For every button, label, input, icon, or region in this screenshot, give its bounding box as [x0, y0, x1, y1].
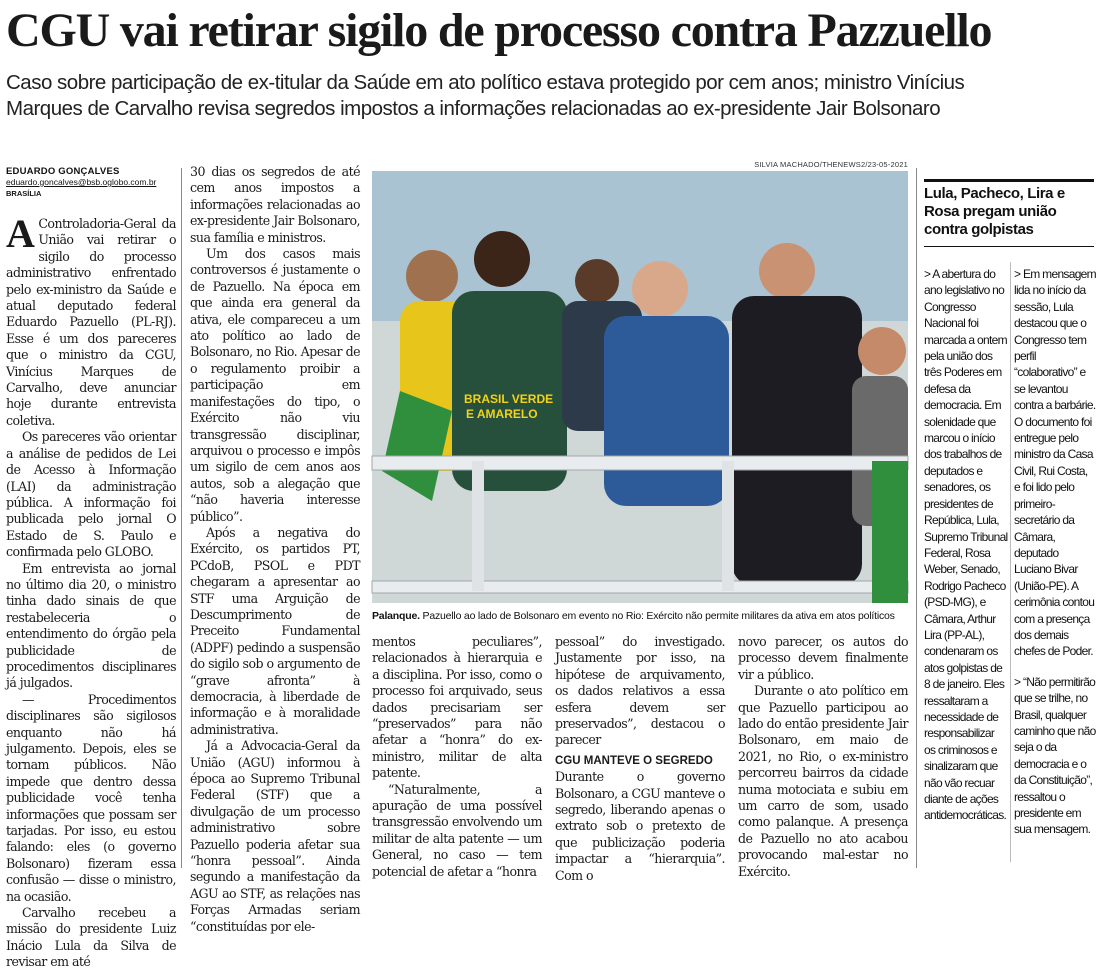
deck-line-1: Caso sobre participação de ex-titular da Saúde em ato político estava protegido por cem anos; ministro Vinícius [6, 71, 965, 94]
article-paragraph: Durante o ato político em que Pazuello participou ao lado do então presidente Jair Bolsonaro, em maio de 2021, no Rio, o ex-ministro percorreu bairros da cidade numa motociata e subiu em um carro de som, usado como palanque. A presença de Pazuello no ato acabou provocando mal-estar no Exército. [738, 683, 908, 879]
sidebar-column-b [1014, 266, 1096, 872]
article-paragraph: “Naturalmente, a apuração de uma possível transgressão envolvendo um militar de alta patente — um General, no caso — tem potencial de afetar a “honra [372, 781, 542, 879]
article-paragraph: Em entrevista ao jornal no último dia 20, o ministro tinha dado sinais de que restabeleceria o entendimento do órgão pela publicidade de procedimentos disciplinares já julgados. [6, 560, 176, 691]
deck-line-2: Marques de Carvalho revisa segredos impostos a informações relacionadas ao ex-presidente Jair Bolsonaro [6, 97, 941, 120]
caption-text: Pazuello ao lado de Bolsonaro em evento no Rio: Exército não permite militares da ativa em atos políticos [419, 610, 895, 622]
article-column-1 [6, 211, 176, 970]
article-column-3 [372, 634, 542, 879]
headline: CGU vai retirar sigilo de processo contra Pazzuello [6, 4, 992, 57]
article-paragraph: novo parecer, os autos do processo devem finalmente vir a público. [738, 634, 908, 682]
byline-name: EDUARDO GONÇALVES [6, 166, 120, 177]
byline-email[interactable]: eduardo.goncalves@bsb.oglobo.com.br [6, 177, 157, 187]
article-paragraph: pessoal” do investigado. Justamente por isso, na hipótese de arquivamento, os dados relativos a essa esfera devem ser preservados”, destacou o parecer [555, 634, 725, 748]
sidebar-paragraph: > “Não permitirão que se trilhe, no Brasil, qualquer caminho que não seja o da democracia e o da Constituição”, ressaltou o presidente em sua mensagem. [1014, 674, 1096, 837]
section-subhead: CGU MANTEVE O SEGREDO [555, 754, 713, 767]
sidebar-column-a [924, 266, 1008, 872]
shirt-text-2: E AMARELO [466, 407, 538, 421]
article-column-4 [555, 634, 725, 883]
drop-cap: A [6, 211, 35, 256]
article-paragraph: Os pareceres vão orientar a análise de pedidos de Lei de Acesso à Informação (LAI) da administração pública. A informação foi publicada pelo jornal O Estado de S. Paulo e confirmada pelo GLOBO. [6, 429, 176, 560]
sidebar-paragraph: > Em mensagem lida no início da sessão, Lula destacou que o Congresso tem perfil “colaborativo” e se levantou contra a barbárie. O documento foi entregue pelo ministro da Casa Civil, Rui Costa, e foi lido pelo primeiro-secretário da Câmara, deputado Luciano Bivar (União-PE). A cerimônia contou com a presença dos demais chefes de Poder. [1014, 267, 1096, 659]
sidebar-title: Lula, Pacheco, Lira e Rosa pregam união contra golpistas [924, 185, 1065, 238]
article-paragraph: mentos peculiares”, relacionados à hierarquia e a disciplina. Por isso, como o processo foi arquivado, seus dados precisariam ser “preservados” para não afetar a “honra” do ex-ministro, militar de alta patente. [372, 634, 542, 781]
column-divider [916, 168, 917, 868]
sidebar-paragraph: > A abertura do ano legislativo no Congresso Nacional foi marcada a ontem pela união dos três Poderes em defesa da democracia. Em solenidade que marcou o início dos trabalhos de deputados e senadores, os presidentes de República, Lula, Supremo Tribunal Federal, Rosa Weber, Senado, Rodrigo Pacheco (PSD-MG), e Câmara, Arthur Lira (PP-AL), condenaram os atos golpistas de 8 de janeiro. Eles ressaltaram a necessidade de responsabilizar os criminosos e sinalizaram que não vão recuar diante de ações antidemocráticas. [924, 267, 1008, 823]
deck [6, 70, 1096, 122]
sidebar-column-divider [1010, 262, 1011, 862]
article-paragraph: Carvalho recebeu a missão do presidente Luiz Inácio Lula da Silva de revisar em até [6, 905, 176, 970]
sidebar-divider [924, 246, 1094, 247]
photo-credit: SILVIA MACHADO/THENEWS2/23-05-2021 [754, 160, 908, 169]
article-paragraph: 30 dias os segredos de até cem anos impostos a informações relacionadas ao ex-presidente Jair Bolsonaro, sua família e ministros. [190, 164, 360, 245]
article-paragraph: Após a negativa do Exército, os partidos PT, PCdoB, PSOL e PDT chegaram a apresentar ao STF uma Arguição de Descumprimento de Preceito Fundamental (ADPF) pedindo a suspensão do sigilo sob o argumento de “grave afronta” à democracia, à liberdade de informação e à moralidade administrativa. [190, 524, 360, 737]
news-photo [372, 171, 908, 603]
photo-caption [372, 610, 908, 622]
article-paragraph: — Procedimentos disciplinares são sigilosos enquanto não há julgamento. Depois, eles se tornam públicos. Não impede que dentro dessa publicidade você tenha informações que possam ser tarjadas. Por isso, eu estou falando: eles (o governo Bolsonaro) fizeram essa confusão — disse o ministro, na ocasião. [6, 691, 176, 904]
article-paragraph: Um dos casos mais controversos é justamente o de Pazuello. Na época em que ainda era general da ativa, ele compareceu a um ato político ao lado de Bolsonaro, no Rio. Apesar de o regulamento proibir a participação em manifestações do tipo, o Exército não viu transgressão disciplinar, arquivou o processo e impôs um sigilo de cem anos aos autos, sob a alegação que “não haveria interesse público”. [190, 246, 360, 524]
article-paragraph: Já a Advocacia-Geral da União (AGU) informou à época ao Supremo Tribunal Federal (STF) que a divulgação de um processo administrativo sobre Pazuello poderia afetar sua “honra pessoal”. Ainda segundo a manifestação da AGU ao STF, as relações nas Forças Armadas seriam “constituídas por ele- [190, 738, 360, 934]
column-divider [181, 168, 182, 868]
article-column-2 [190, 164, 360, 934]
byline [6, 166, 181, 199]
caption-lead: Palanque. [372, 610, 420, 622]
article-paragraph: Durante o governo Bolsonaro, a CGU manteve o segredo, liberando apenas o extrato sob o pretexto de que publicização poderia impactar a “hierarquia”. Com o [555, 769, 725, 883]
shirt-text-1: BRASIL VERDE [464, 392, 554, 406]
article-column-5 [738, 634, 908, 879]
article-paragraph [6, 211, 176, 429]
sidebar-top-rule [924, 179, 1094, 182]
photo-illustration [372, 171, 908, 603]
paragraph-text: Controladoria-Geral da União vai retirar o sigilo do processo administrativo enfrentado pelo ex-ministro da Saúde e atual deputado federal Eduardo Pazuello (PL-RJ). Esse é um dos pareceres que o ministro da CGU, Vinícius Marques de Carvalho, deve anunciar hoje durante entrevista coletiva. [6, 216, 176, 428]
byline-place: BRASÍLIA [6, 189, 42, 198]
